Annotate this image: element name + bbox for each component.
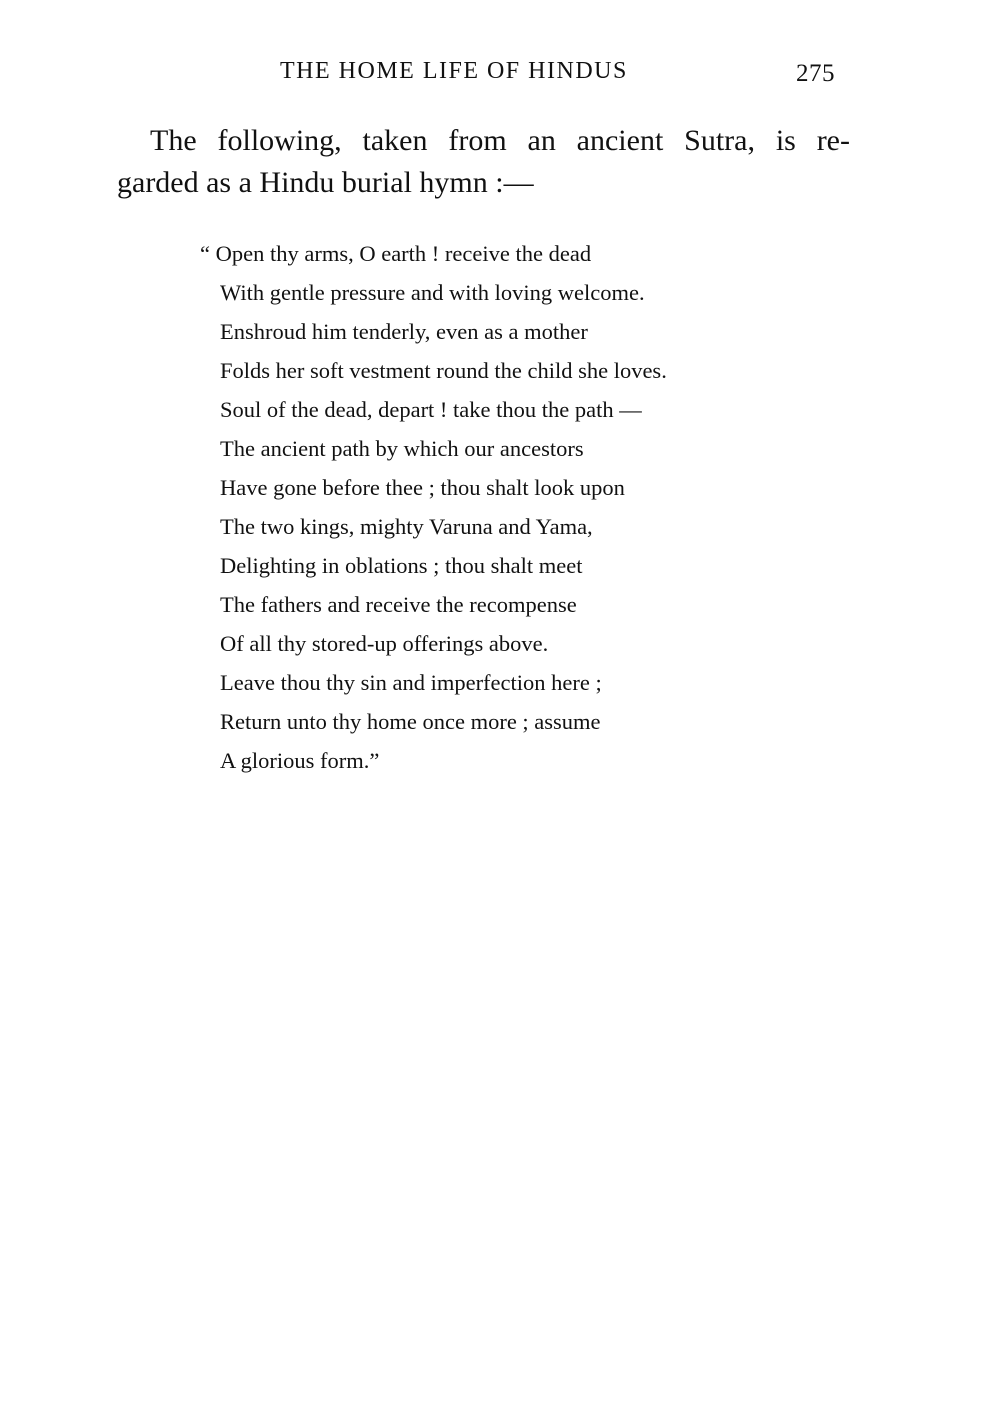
poem-line: Leave thou thy sin and imperfection here ; <box>220 670 602 695</box>
intro-line: garded as a Hindu burial hymn :— <box>117 166 534 199</box>
poem-line: The ancient path by which our ancestors <box>220 436 584 461</box>
burial-hymn <box>200 234 667 780</box>
poem-line: Have gone before thee ; thou shalt look upon <box>220 475 625 500</box>
poem-line: The fathers and receive the recompense <box>220 592 577 617</box>
running-title: THE HOME LIFE OF HINDUS <box>280 58 628 84</box>
poem-line: “ Open thy arms, O earth ! receive the dead <box>200 241 592 266</box>
poem-line: Folds her soft vestment round the child she loves. <box>220 358 667 383</box>
page-number: 275 <box>796 60 835 87</box>
poem-line: The two kings, mighty Varuna and Yama, <box>220 514 593 539</box>
poem-line: Return unto thy home once more ; assume <box>220 709 601 734</box>
poem-line: With gentle pressure and with loving welcome. <box>220 280 645 305</box>
poem-line: Enshroud him tenderly, even as a mother <box>220 319 588 344</box>
poem-line: Soul of the dead, depart ! take thou the path — <box>220 397 642 422</box>
poem-line: Delighting in oblations ; thou shalt meet <box>220 553 583 578</box>
poem-line: Of all thy stored-up offerings above. <box>220 631 549 656</box>
running-head <box>0 58 1000 94</box>
poem-line: A glorious form.” <box>220 748 380 773</box>
intro-paragraph <box>117 120 850 204</box>
intro-line: The following, taken from an ancient Sutra, is re- <box>150 124 850 157</box>
